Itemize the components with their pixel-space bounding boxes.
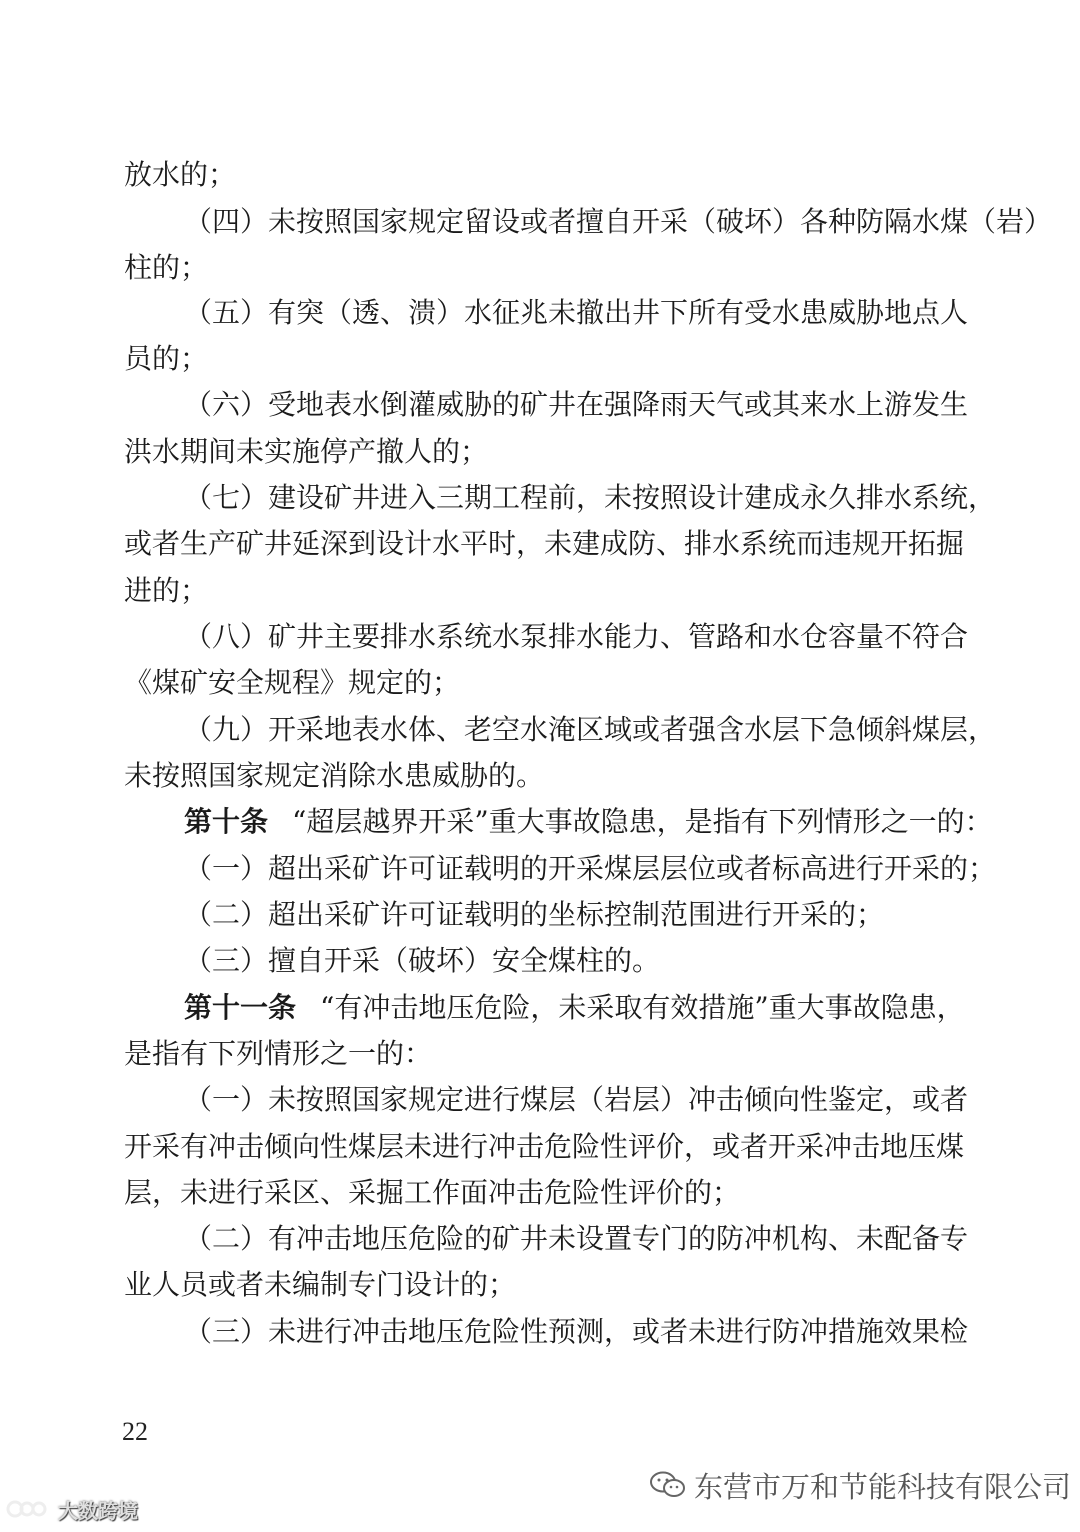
watermark-brand	[6, 1492, 138, 1526]
text-line: 是指有下列情形之一的：	[124, 1037, 433, 1070]
text-line: （一）未按照国家规定进行煤层（岩层）冲击倾向性鉴定，或者	[184, 1083, 969, 1116]
text-line: （六）受地表水倒灌威胁的矿井在强降雨天气或其来水上游发生	[184, 388, 969, 421]
text-line: （二）有冲击地压危险的矿井未设置专门的防冲机构、未配备专	[184, 1222, 969, 1255]
watermark-brand-text: 大数跨境	[58, 1498, 138, 1523]
text-line: 《煤矿安全规程》规定的；	[124, 666, 461, 699]
article-number: 第十一条	[184, 991, 297, 1024]
text-line: 业人员或者未编制专门设计的；	[124, 1268, 517, 1301]
text-line: （四）未按照国家规定留设或者擅自开采（破坏）各种防隔水煤（岩）	[184, 205, 1053, 238]
text-line: 员的；	[124, 342, 209, 375]
text-line: （八）矿井主要排水系统水泵排水能力、管路和水仓容量不符合	[184, 620, 969, 653]
article-number: 第十条	[184, 805, 269, 838]
brand-logo-icon	[6, 1496, 54, 1522]
wechat-icon	[648, 1469, 688, 1501]
article-11-heading	[184, 985, 964, 1031]
text-line: （二）超出采矿许可证载明的坐标控制范围进行开采的；	[184, 898, 885, 931]
article-10-heading	[184, 799, 993, 845]
text-line: （九）开采地表水体、老空水淹区域或者强含水层下急倾斜煤层，	[184, 713, 997, 746]
text-line: “超层越界开采”重大事故隐患，是指有下列情形之一的：	[292, 805, 993, 838]
text-line: （三）擅自开采（破坏）安全煤柱的。	[184, 944, 661, 977]
text-line: 放水的；	[124, 158, 237, 191]
text-line: 进的；	[124, 574, 209, 607]
text-line: 洪水期间未实施停产撤人的；	[124, 435, 489, 468]
page-number: 22	[122, 1417, 148, 1446]
text-line: “有冲击地压危险，未采取有效措施”重大事故隐患，	[320, 991, 965, 1024]
watermark-company	[648, 1462, 1071, 1508]
text-line: （七）建设矿井进入三期工程前，未按照设计建成永久排水系统，	[184, 481, 997, 514]
text-line: 或者生产矿井延深到设计水平时，未建成防、排水系统而违规开拓掘	[124, 527, 965, 560]
text-line: 未按照国家规定消除水患威胁的。	[124, 759, 545, 792]
text-line: 开采有冲击倾向性煤层未进行冲击危险性评价，或者开采冲击地压煤	[124, 1130, 965, 1163]
watermark-company-text: 东营市万和节能科技有限公司	[694, 1469, 1072, 1504]
text-line: （一）超出采矿许可证载明的开采煤层层位或者标高进行开采的；	[184, 852, 997, 885]
text-line: 柱的；	[124, 251, 209, 284]
text-line: （三）未进行冲击地压危险性预测，或者未进行防冲措施效果检	[184, 1315, 969, 1348]
text-line: （五）有突（透、溃）水征兆未撤出井下所有受水患威胁地点人	[184, 296, 969, 329]
text-line: 层，未进行采区、采掘工作面冲击危险性评价的；	[124, 1176, 741, 1209]
